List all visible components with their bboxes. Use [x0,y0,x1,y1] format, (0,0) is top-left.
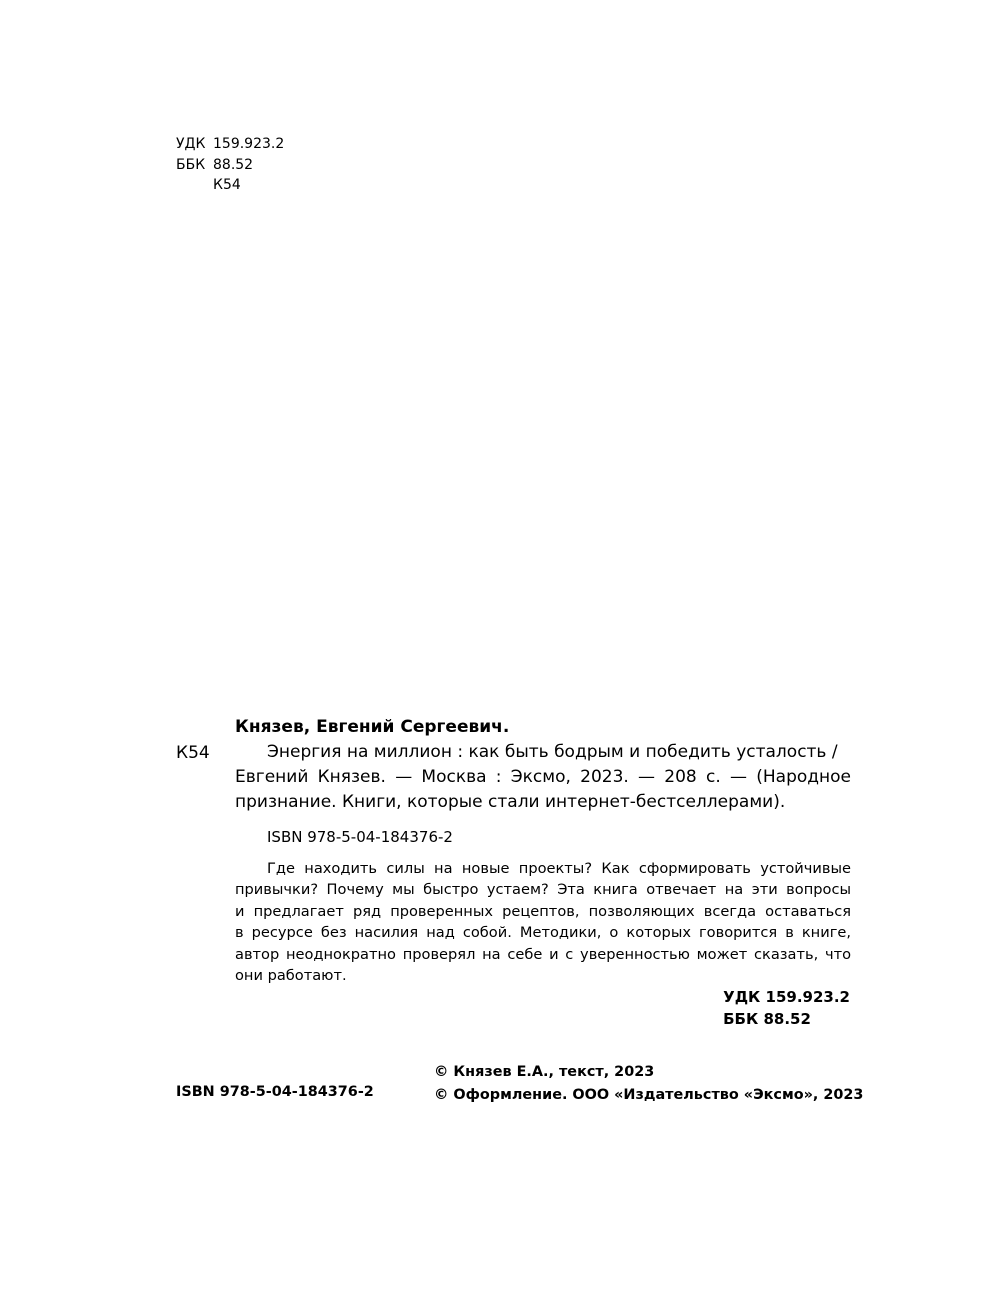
description-line: Евгений Князев. — Москва : Эксмо, 2023. — 208 с. — (Народное [235,767,851,787]
annotation [235,858,851,986]
udk-row [176,134,284,155]
udk-label: УДК [176,136,206,152]
card-code: К54 [176,743,210,763]
annotation-line: они работают. [235,967,347,985]
card-bbk: ББК 88.52 [723,1010,811,1028]
annotation-line: Где находить силы на новые проекты? Как сформировать устойчивые [267,860,851,877]
bbk-value: 88.52 [213,156,254,173]
description-line: Энергия на миллион : как быть бодрым и победить усталость / [267,742,838,762]
annotation-line: привычки? Почему мы быстро устаем? Эта книга отвечает на эти вопросы [235,881,851,899]
card-classification [723,986,850,1030]
design-copyright: © Оформление. ООО «Издательство «Эксмо», 2023 [434,1087,864,1103]
card-udk: УДК 159.923.2 [723,988,850,1006]
card-author: Князев, Евгений Сергеевич. [235,717,510,737]
annotation-line: и предлагает ряд проверенных рецептов, позволяющих всегда оставаться [235,902,851,920]
author-code: К54 [213,177,241,193]
footer-isbn: ISBN 978-5-04-184376-2 [176,1084,374,1100]
bbk-row [176,155,284,176]
card-description [235,740,851,815]
author-code-row [176,175,284,196]
description-line: признание. Книги, которые стали интернет-бестселлерами). [235,792,786,812]
bbk-label: ББК [176,156,206,173]
udk-value: 159.923.2 [213,136,285,152]
copyright-block [434,1061,863,1107]
top-classification [176,134,284,196]
annotation-line: автор неоднократно проверял на себе и с уверенностью может сказать, что [235,945,851,963]
text-copyright: © Князев Е.А., текст, 2023 [434,1064,655,1080]
card-isbn: ISBN 978-5-04-184376-2 [267,828,453,846]
annotation-line: в ресурсе без насилия над собой. Методики, о которых говорится в книге, [235,924,851,942]
